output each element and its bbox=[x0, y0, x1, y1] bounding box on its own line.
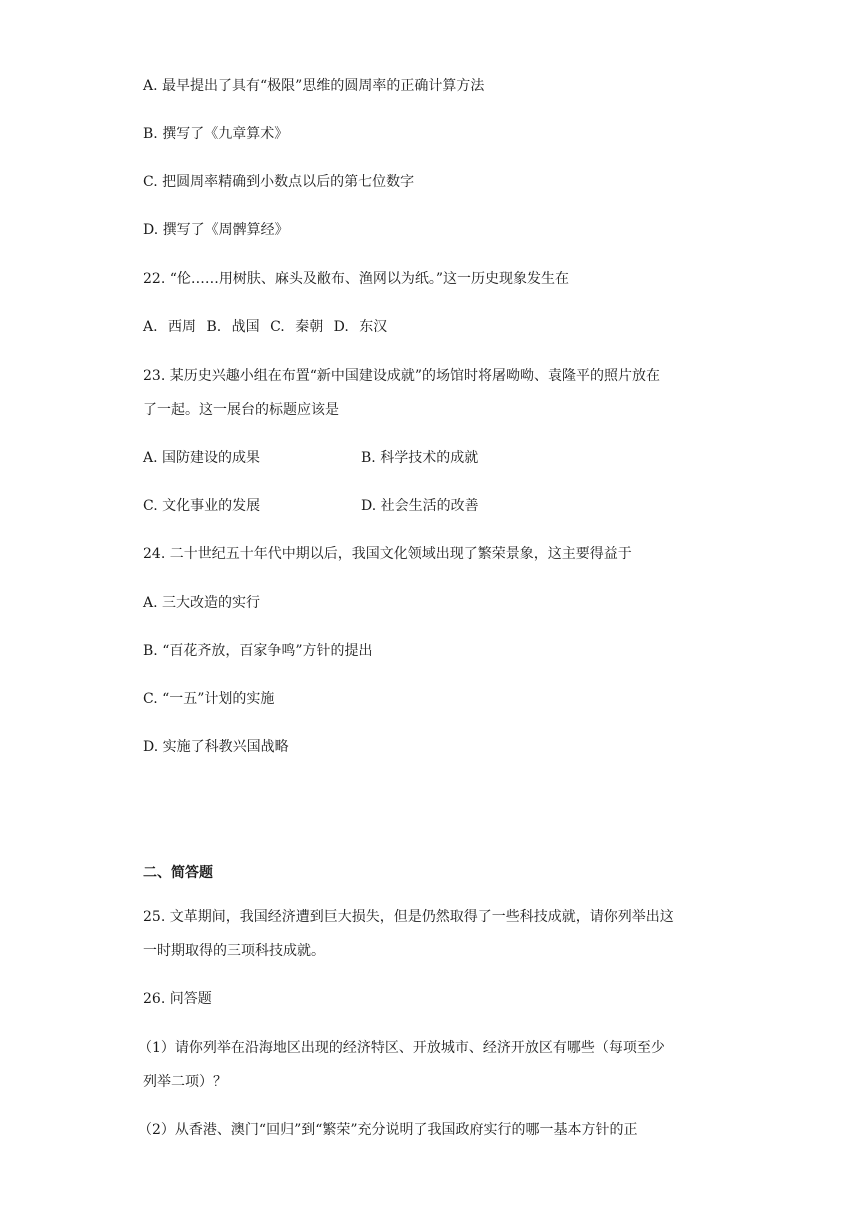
q24-option-d: D. 实施了科教兴国战略 bbox=[143, 739, 289, 755]
q26-sub2-line1: （2）从香港、澳门“回归”到“繁荣”充分说明了我国政府实行的哪一基本方针的正 bbox=[138, 1122, 638, 1138]
section-title-short-answer: 二、简答题 bbox=[143, 865, 213, 881]
q26-sub1-line2: 列举二项）？ bbox=[143, 1074, 227, 1090]
q24-option-a: A. 三大改造的实行 bbox=[143, 595, 261, 611]
q24-option-b: B. “百花齐放，百家争鸣”方针的提出 bbox=[143, 643, 373, 659]
q21-option-d: D. 撰写了《周髀算经》 bbox=[143, 222, 289, 238]
q22-options: A. 西周 B. 战国 C. 秦朝 D. 东汉 bbox=[143, 319, 388, 335]
q22-stem: 22. “伦……用树肤、麻头及敝布、渔网以为纸。”这一历史现象发生在 bbox=[143, 271, 570, 287]
q23-option-c: C. 文化事业的发展 bbox=[143, 498, 261, 514]
q26-title: 26. 问答题 bbox=[143, 991, 212, 1007]
q26-sub1-line1: （1）请你列举在沿海地区出现的经济特区、开放城市、经济开放区有哪些（每项至少 bbox=[138, 1040, 665, 1056]
q23-option-a: A. 国防建设的成果 bbox=[143, 450, 261, 466]
q23-option-d: D. 社会生活的改善 bbox=[361, 498, 479, 514]
q23-option-b: B. 科学技术的成就 bbox=[361, 450, 479, 466]
q25-line2: 一时期取得的三项科技成就。 bbox=[143, 943, 325, 959]
q23-stem-line1: 23. 某历史兴趣小组在布置“新中国建设成就”的场馆时将屠呦呦、袁隆平的照片放在 bbox=[143, 368, 661, 384]
q25-line1: 25. 文革期间，我国经济遭到巨大损失，但是仍然取得了一些科技成就，请你列举出这 bbox=[143, 909, 674, 925]
q21-option-c: C. 把圆周率精确到小数点以后的第七位数字 bbox=[143, 174, 415, 190]
q24-stem: 24. 二十世纪五十年代中期以后，我国文化领域出现了繁荣景象，这主要得益于 bbox=[143, 546, 632, 562]
q24-option-c: C. “一五”计划的实施 bbox=[143, 691, 275, 707]
q21-option-b: B. 撰写了《九章算术》 bbox=[143, 126, 289, 142]
q23-stem-line2: 了一起。这一展台的标题应该是 bbox=[143, 402, 339, 418]
q21-option-a: A. 最早提出了具有“极限”思维的圆周率的正确计算方法 bbox=[143, 78, 485, 94]
